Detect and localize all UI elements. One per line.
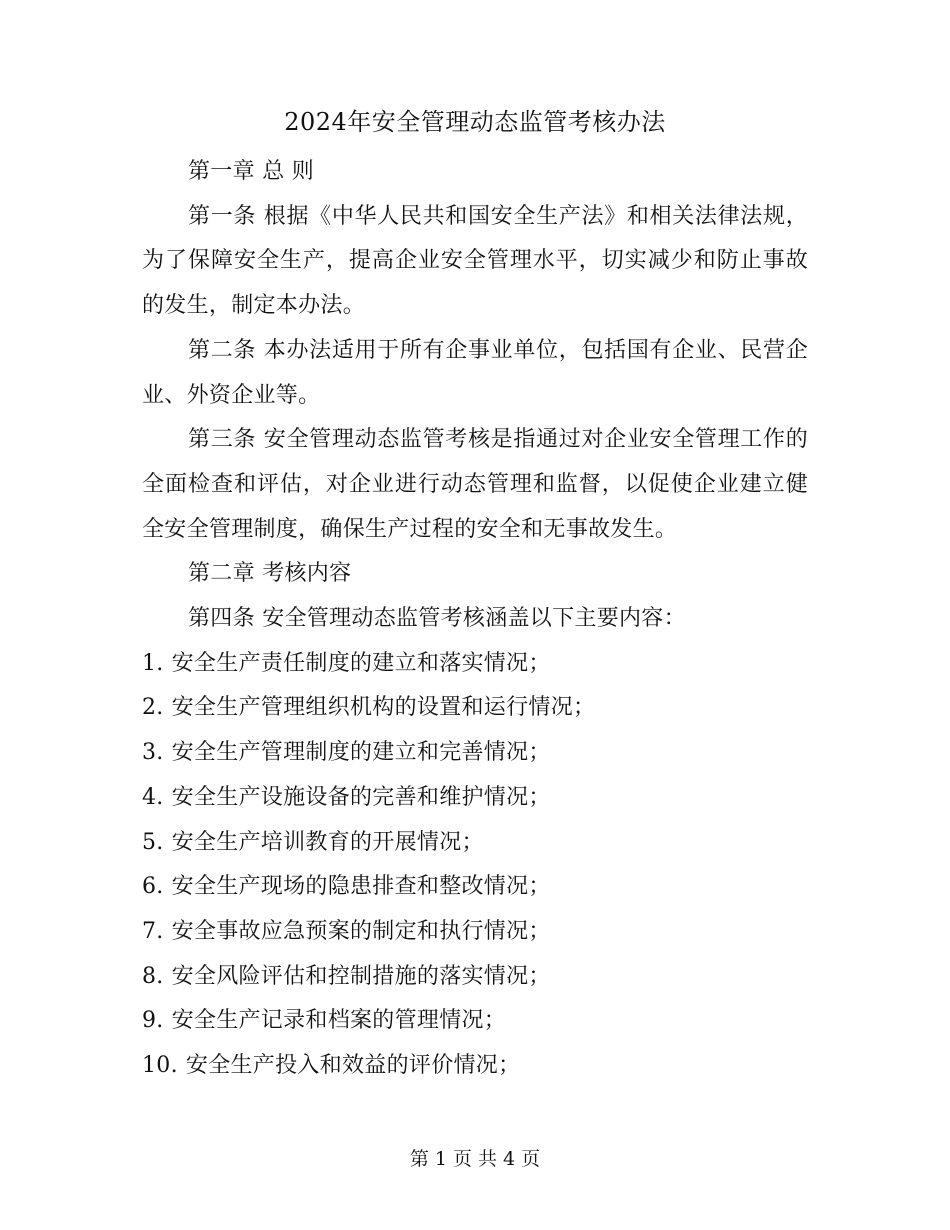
list-item-text: 安全生产管理组织机构的设置和运行情况；	[171, 695, 596, 721]
list-item	[142, 686, 808, 731]
list-item	[142, 776, 808, 821]
list-item-number: 5.	[142, 829, 164, 855]
list-item	[142, 642, 808, 687]
list-item-text: 安全生产培训教育的开展情况；	[171, 829, 484, 855]
article-3: 第三条 安全管理动态监管考核是指通过对企业安全管理工作的全面检查和评估，对企业进行动态管理和监督，以促使企业建立健全安全管理制度，确保生产过程的安全和无事故发生。	[142, 427, 808, 542]
list-item-text: 安全生产现场的隐患排查和整改情况；	[171, 874, 551, 900]
list-item-text: 安全事故应急预案的制定和执行情况；	[171, 918, 551, 944]
list-item	[142, 821, 808, 866]
article-1: 第一条 根据《中华人民共和国安全生产法》和相关法律法规，为了保障安全生产，提高企业安全管理水平，切实减少和防止事故的发生，制定本办法。	[142, 203, 808, 319]
article-2: 第二条 本办法适用于所有企事业单位，包括国有企业、民营企业、外资企业等。	[142, 337, 808, 408]
list-item-number: 7.	[142, 918, 164, 944]
list-item-number: 9.	[142, 1008, 164, 1034]
list-item-number: 10.	[142, 1053, 178, 1079]
list-item-number: 1.	[142, 650, 164, 676]
list-item	[142, 865, 808, 910]
article-4: 第四条 安全管理动态监管考核涵盖以下主要内容：	[188, 606, 686, 632]
list-item-number: 6.	[142, 874, 164, 900]
list-item-text: 安全风险评估和控制措施的落实情况；	[171, 963, 551, 989]
chapter-2-heading: 第二章 考核内容	[188, 561, 352, 587]
list-item-number: 8.	[142, 963, 164, 989]
list-item	[142, 731, 808, 776]
list-item	[142, 955, 808, 1000]
list-item-text: 安全生产设施设备的完善和维护情况；	[171, 784, 551, 810]
list-item-text: 安全生产责任制度的建立和落实情况；	[171, 650, 551, 676]
list-item	[142, 910, 808, 955]
list-item-number: 3.	[142, 740, 164, 766]
list-item-number: 4.	[142, 784, 164, 810]
list-item	[142, 1044, 808, 1089]
list-item-text: 安全生产管理制度的建立和完善情况；	[171, 740, 551, 766]
page-number-footer: 第 1 页 共 4 页	[409, 1148, 541, 1170]
chapter-1-heading: 第一章 总 则	[188, 159, 315, 184]
list-item	[142, 999, 808, 1044]
document-body	[142, 150, 808, 1089]
list-item-text: 安全生产记录和档案的管理情况；	[171, 1008, 507, 1034]
list-item-number: 2.	[142, 695, 164, 721]
list-item-text: 安全生产投入和效益的评价情况；	[185, 1053, 521, 1079]
document-title: 2024年安全管理动态监管考核办法	[284, 108, 666, 136]
